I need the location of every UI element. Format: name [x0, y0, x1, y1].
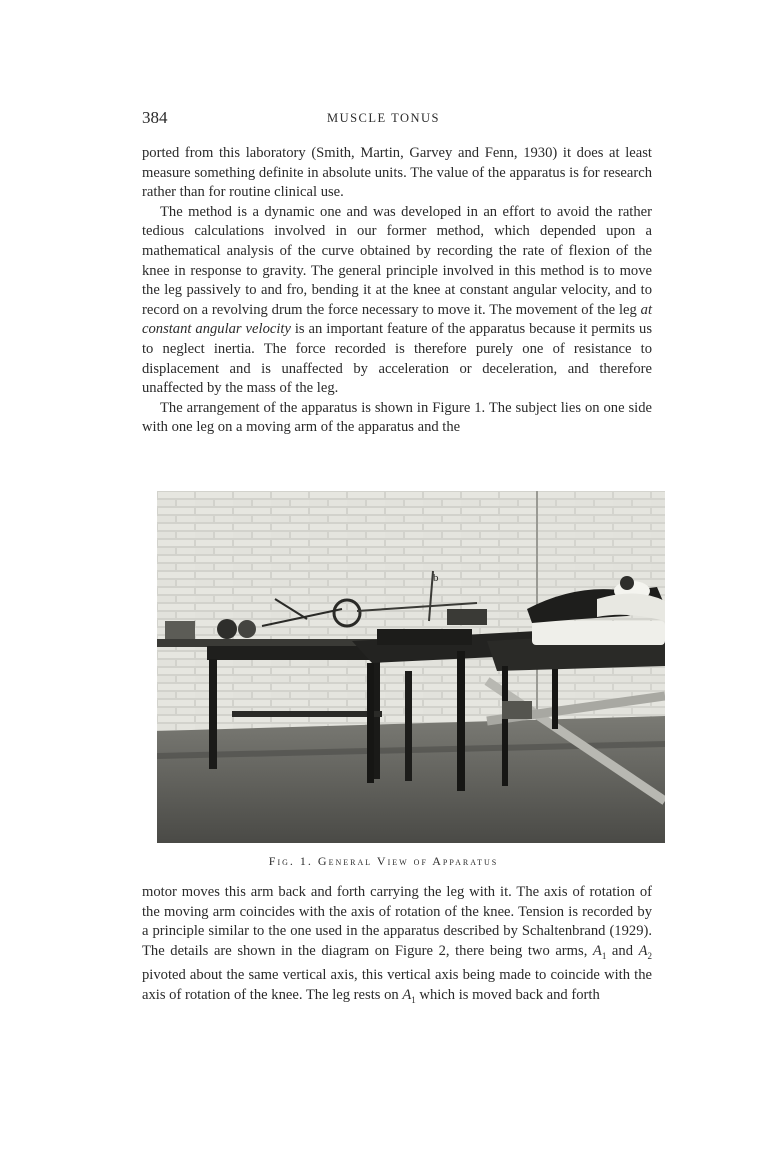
text-run: and: [606, 942, 639, 959]
figure-caption: Fig. 1. General View of Apparatus: [268, 854, 499, 868]
paragraph: The arrangement of the apparatus is shown in Figure 1. The subject lies on one side with one leg on a moving arm of the apparatus and the: [142, 399, 652, 436]
text-run: which is moved back and forth: [415, 986, 600, 1003]
body-text-top: [142, 144, 652, 438]
symbol-a: A: [592, 942, 602, 959]
subscript: 1: [411, 994, 416, 1005]
emphasis: at constant angular velocity: [142, 301, 652, 338]
paragraph: [142, 203, 652, 399]
apparatus-photo: [157, 491, 665, 843]
text-run: motor moves this arm back and forth carrying the leg with it. The axis of rotation of the moving arm coincides with the axis of rotation of the knee. Tension is recorded by a principle similar to the one used in the apparatus described by Schaltenbrand (1929). The details are shown in the diagram on Figure 2, there being two arms,: [142, 884, 652, 959]
symbol-a: A: [402, 986, 412, 1003]
figure-photograph: [157, 491, 665, 843]
text-run: is an important feature of the apparatus because it permits us to neglect inertia. The force recorded is therefore purely one of resistance to displacement and is unaffected by acceleration or deceleration, and therefore unaffected by the mass of the leg.: [142, 321, 652, 397]
page-number: 384: [142, 108, 168, 127]
paragraph: [142, 883, 652, 1010]
running-head: MUSCLE TONUS: [326, 111, 441, 125]
symbol-a: A: [638, 942, 648, 959]
subscript: 1: [601, 950, 607, 961]
paragraph: ported from this laboratory (Smith, Martin, Garvey and Fenn, 1930) it does at least measure something definite in absolute units. The value of the apparatus is for research rather than for routine clinical use.: [142, 145, 652, 201]
text-run: pivoted about the same vertical axis, this vertical axis being made to coincide with the axis of rotation of the knee. The leg rests on: [142, 967, 652, 1003]
text-run: The method is a dynamic one and was developed in an effort to avoid the rather tedious calculations involved in our former method, which depended upon a mathematical analysis of the curve obtained by recording the rate of flexion of the knee in response to gravity. The general principle involved in this method is to move the leg passively to and fro, bending it at the knee at constant angular velocity, and to record on a revolving drum the force necessary to move it. The movement of the leg: [142, 203, 652, 318]
body-text-bottom: [142, 883, 652, 1010]
subscript: 2: [647, 950, 652, 961]
figure-label-b: b: [433, 572, 439, 584]
